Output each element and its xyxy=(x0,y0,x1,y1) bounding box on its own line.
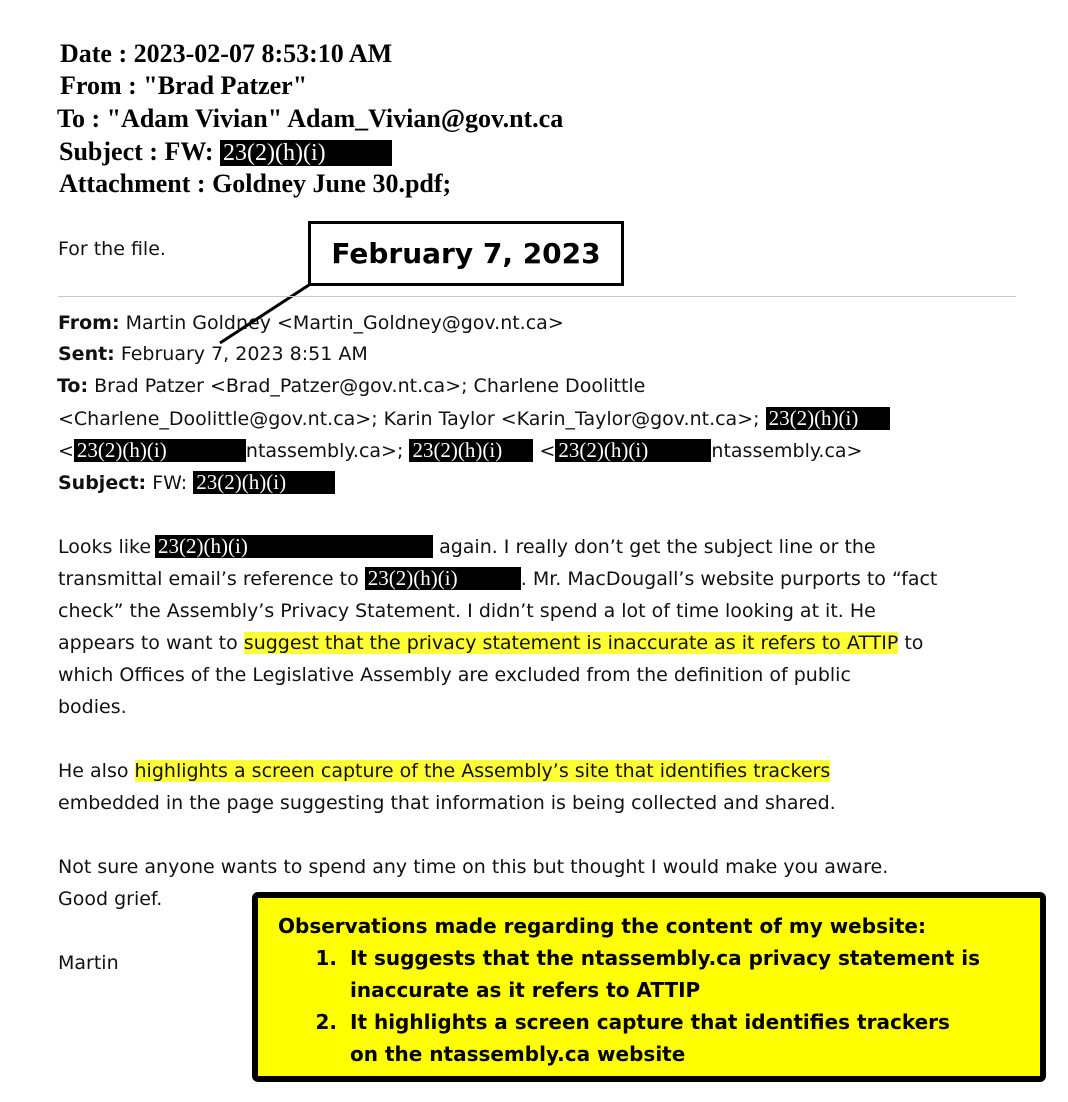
message-line: check” the Assembly’s Privacy Statement. I didn’t spend a lot of time looking at it. He xyxy=(58,600,876,622)
message-line: transmittal email’s reference to 23(2)(h)(i) . Mr. MacDougall’s website purports to “fact xyxy=(58,566,938,590)
message-line: bodies. xyxy=(58,696,127,718)
redaction: 23(2)(h)(i) xyxy=(555,439,711,462)
fwd-subject: Subject: FW: 23(2)(h)(i) xyxy=(58,467,335,499)
observations-box xyxy=(252,892,1046,1082)
highlight: highlights a screen capture of the Assembly’s site that identifies trackers xyxy=(134,760,831,782)
message-line: appears to want to suggest that the privacy statement is inaccurate as it refers to ATTIP to xyxy=(58,632,924,654)
observation-item: 2. It highlights a screen capture that identifies trackers on the ntassembly.ca website xyxy=(344,1006,1040,1070)
fwd-to-line2: <Charlene_Doolittle@gov.nt.ca>; Karin Taylor <Karin_Taylor@gov.nt.ca>; 23(2)(h)(i) xyxy=(58,403,890,435)
fwd-from: From: Martin Goldney <Martin_Goldney@gov.nt.ca> xyxy=(58,312,564,334)
observations-title: Observations made regarding the content of my website: xyxy=(278,914,926,938)
header-from: From : "Brad Patzer" xyxy=(60,71,308,100)
separator xyxy=(58,296,1016,297)
message-line: embedded in the page suggesting that information is being collected and shared. xyxy=(58,792,836,814)
date-callout: February 7, 2023 xyxy=(308,221,624,286)
redaction: 23(2)(h)(i) xyxy=(409,439,533,462)
redaction: 23(2)(h)(i) xyxy=(193,471,335,494)
message-line: Looks like 23(2)(h)(i) again. I really don’t get the subject line or the xyxy=(58,534,876,558)
message-line: He also highlights a screen capture of the Assembly’s site that identifies trackers xyxy=(58,760,831,782)
header-subject: Subject : FW: 23(2)(h)(i) xyxy=(59,136,859,168)
redaction: 23(2)(h)(i) xyxy=(365,567,521,590)
observations-list xyxy=(278,942,1040,1070)
redaction: 23(2)(h)(i) xyxy=(74,439,246,462)
fwd-to-line3: < 23(2)(h)(i) ntassembly.ca>; 23(2)(h)(i) < 23(2)(h)(i) ntassembly.ca> xyxy=(58,438,863,462)
message-line: which Offices of the Legislative Assembly are excluded from the definition of public xyxy=(58,664,851,686)
note-for-file: For the file. xyxy=(58,238,166,260)
observation-item: 1. It suggests that the ntassembly.ca privacy statement is inaccurate as it refers to ATTIP xyxy=(344,942,1040,1006)
header-to: To : "Adam Vivian" Adam_Vivian@gov.nt.ca xyxy=(57,104,564,133)
message-line: Good grief. xyxy=(58,888,163,910)
signature: Martin xyxy=(58,952,119,974)
fwd-sent: Sent: February 7, 2023 8:51 AM xyxy=(58,343,368,365)
highlight: suggest that the privacy statement is inaccurate as it refers to ATTIP xyxy=(243,632,899,654)
header-attachment: Attachment : Goldney June 30.pdf; xyxy=(59,169,452,198)
message-line: Not sure anyone wants to spend any time on this but thought I would make you aware. xyxy=(58,856,889,878)
fwd-to-line1: To: Brad Patzer <Brad_Patzer@gov.nt.ca>; Charlene Doolittle xyxy=(57,375,646,397)
redaction: 23(2)(h)(i) xyxy=(155,535,433,558)
redaction: 23(2)(h)(i) xyxy=(220,140,392,166)
header-date: Date : 2023-02-07 8:53:10 AM xyxy=(60,39,393,68)
redaction: 23(2)(h)(i) xyxy=(766,407,890,430)
